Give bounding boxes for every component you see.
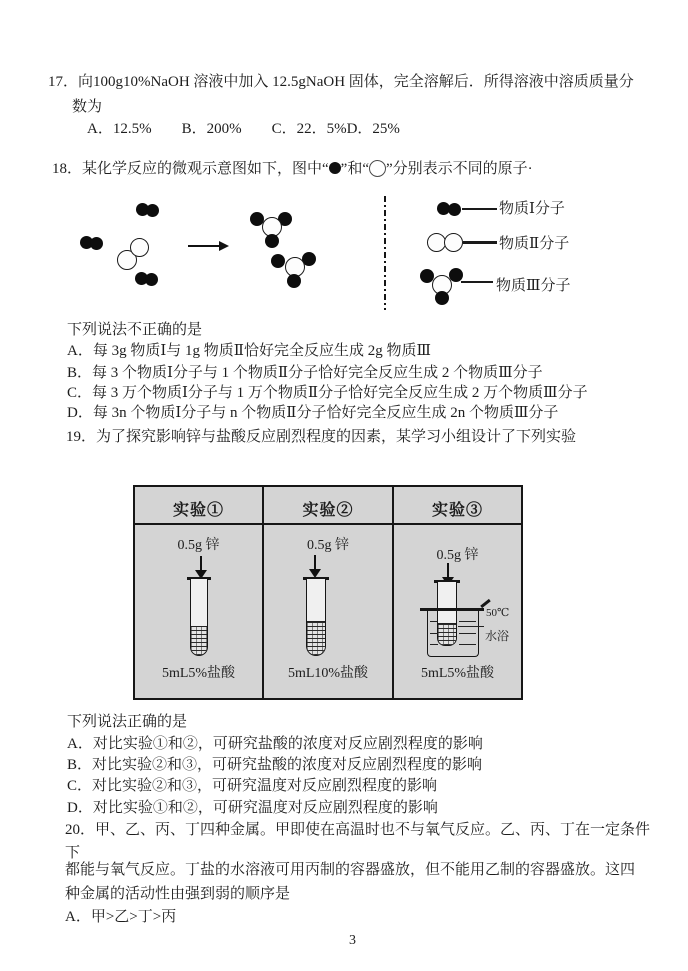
q19-option-d: D．对比实验①和②，可研究温度对反应剧烈程度的影响 [67, 800, 438, 816]
white-atom [130, 238, 149, 257]
q20-line2: 下 [65, 845, 81, 861]
black-atom [435, 291, 449, 305]
q18-option-d: D．每 3n 个物质Ⅰ分子与 n 个物质Ⅱ分子恰好完全反应生成 2n 个物质Ⅲ分子 [67, 405, 559, 421]
zinc-label-1: 0.5g 锌 [177, 538, 220, 553]
q20-option-a: A．甲>乙>丁>丙 [65, 909, 177, 925]
arrow-down-icon [308, 555, 322, 579]
q18-stem-mid: ”和“ [340, 161, 369, 177]
q17-option-b: B．200% [181, 121, 242, 137]
q19-option-a: A．对比实验①和②，可研究盐酸的浓度对反应剧烈程度的影响 [67, 736, 483, 752]
acid-label-3: 5mL5%盐酸 [420, 666, 495, 681]
water-line [430, 621, 438, 622]
black-atom [265, 234, 279, 248]
black-atom [145, 273, 158, 286]
legend-line [463, 241, 497, 244]
q20-line1: 20．甲、乙、丙、丁四种金属。甲即使在高温时也不与氧气反应。乙、丙、丁在一定条件 [65, 822, 651, 838]
q17-stem-line1: 17．向100g10%NaOH 溶液中加入 12.5gNaOH 固体，完全溶解后．所得溶液中溶质质量分 [48, 74, 634, 90]
legend-label-3: 物质Ⅲ分子 [496, 278, 571, 294]
q17-option-cd: C．22．5%D．25% [271, 121, 400, 137]
zinc-label-3: 0.5g 锌 [436, 548, 479, 563]
water-line [430, 644, 438, 645]
acid-label-2: 5mL10%盐酸 [287, 666, 369, 681]
test-tube [306, 579, 326, 656]
legend-line [461, 281, 493, 283]
water-line [459, 644, 476, 645]
water-line [459, 633, 476, 634]
page-number: 3 [349, 933, 356, 948]
q19-option-c: C．对比实验②和③，可研究温度对反应剧烈程度的影响 [67, 778, 438, 794]
white-atom [444, 233, 463, 252]
acid-liquid [307, 621, 325, 655]
q19-option-b: B．对比实验②和③，可研究盐酸的浓度对反应剧烈程度的影响 [67, 757, 483, 773]
q19-question: 下列说法正确的是 [67, 714, 188, 730]
experiment-table [133, 485, 523, 700]
black-atom-icon [329, 162, 341, 174]
arrow-right-icon [188, 245, 220, 247]
bath-temp-label: 50℃ [486, 607, 510, 619]
legend-label-2: 物质Ⅱ分子 [499, 236, 570, 252]
q17-option-a: A．12.5% [87, 121, 152, 137]
bath-pointer-line [458, 626, 484, 627]
dashdot-divider [384, 196, 386, 310]
arrow-right-head-icon [219, 241, 229, 251]
q17-stem-line2: 数为 [72, 99, 103, 115]
q18-option-b: B．每 3 个物质Ⅰ分子与 1 个物质Ⅱ分子恰好完全反应生成 2 个物质Ⅲ分子 [67, 365, 543, 381]
test-tube [190, 579, 208, 656]
water-line [459, 621, 476, 622]
water-line [430, 633, 438, 634]
q17-options [87, 121, 400, 137]
q18-stem-prefix: 18．某化学反应的微观示意图如下，图中“ [52, 161, 329, 177]
q18-question: 下列说法不正确的是 [67, 322, 203, 338]
q20-line4: 种金属的活动性由强到弱的顺序是 [65, 886, 291, 902]
q20-line3: 都能与氧气反应。丁盐的水溶液可用丙制的容器盛放，但不能用乙制的容器盛放。这四 [65, 862, 636, 878]
q19-stem: 19．为了探究影响锌与盐酸反应剧烈程度的因素，某学习小组设计了下列实验 [66, 429, 577, 445]
black-atom [287, 274, 301, 288]
white-atom-icon [369, 160, 386, 177]
table-header-1: 实验① [172, 502, 224, 519]
acid-liquid [191, 626, 207, 655]
acid-label-1: 5mL5%盐酸 [161, 666, 236, 681]
black-atom [146, 204, 159, 217]
black-atom [271, 254, 285, 268]
zinc-label-2: 0.5g 锌 [307, 538, 349, 553]
q18-stem-suffix: ”分别表示不同的原子· [386, 161, 533, 177]
legend-label-1: 物质Ⅰ分子 [499, 201, 565, 217]
table-header-2: 实验② [302, 502, 354, 519]
q18-stem [52, 160, 533, 177]
table-header-3: 实验③ [431, 502, 483, 519]
bath-label: 水浴 [485, 629, 510, 643]
q18-option-a: A．每 3g 物质Ⅰ与 1g 物质Ⅱ恰好完全反应生成 2g 物质Ⅲ [67, 343, 431, 359]
black-atom [448, 203, 461, 216]
q18-option-c: C．每 3 万个物质Ⅰ分子与 1 万个物质Ⅱ分子恰好完全反应生成 2 万个物质Ⅲ分子 [67, 385, 588, 401]
black-atom [90, 237, 103, 250]
table-header-line [135, 523, 521, 525]
legend-line [462, 208, 497, 210]
